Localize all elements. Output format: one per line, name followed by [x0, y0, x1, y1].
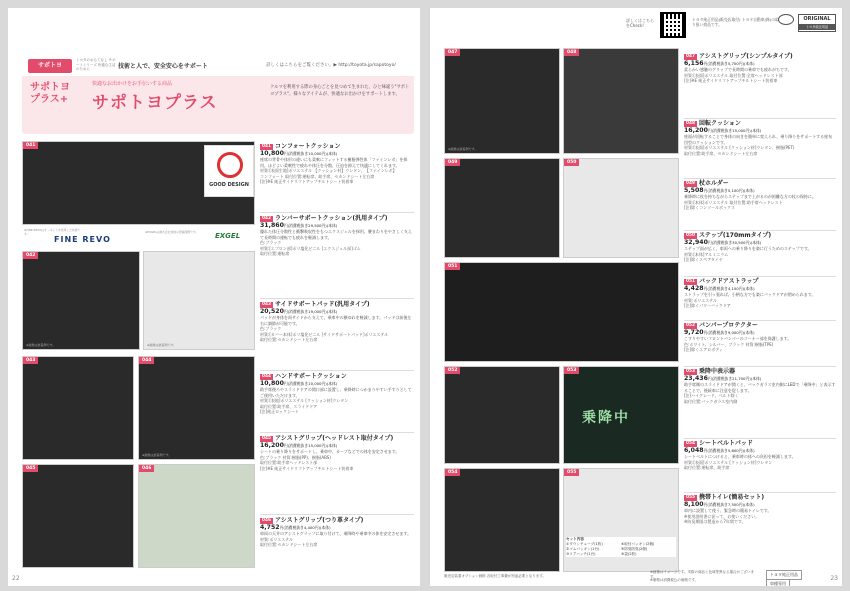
qr-caption: 詳しくはこちらをCheck!: [626, 18, 654, 28]
product-price: 9,720: [684, 329, 704, 336]
product-spec: [注]除くパワーバックドア: [684, 303, 731, 308]
product-spec: コンフォート 取付位置:運転席、助手席、セカンドシート左右席: [260, 173, 375, 179]
product-spec: [注]除くコンソールボックス: [684, 205, 736, 210]
product-description: 座面が回転することで身体の向きを簡単に変えられ、乗り降りをサポートする座布団型のクッションです。: [684, 134, 833, 145]
photo-tag: 044: [139, 357, 154, 364]
product-spec: 取付位置:運転席、助手席: [684, 465, 730, 470]
boarding-sign-text: 乗降中: [582, 410, 630, 426]
product-description: シートベルトにつけると、乗車時の体への負担を軽減します。: [684, 454, 796, 459]
footer-legend-box: トヨタ純正用品: [766, 570, 802, 580]
toyota-caption: トヨタ純正用品(販売店取付) トヨタ自動車(株)の取り扱い商品です。: [692, 17, 779, 27]
product-spec: 材質:[エプロン部]ポリ塩化ビニル [エクスジェル部]ゴム: [260, 245, 361, 251]
product-052: [684, 323, 836, 353]
finerevo-note: ※FINE REVOはサーキットを使用した技術です。: [24, 228, 81, 236]
sapotoyo-logo: サポトヨ: [28, 59, 72, 73]
brand-logo-text: サポトヨ プラス+: [30, 82, 70, 105]
product-description: 座席の背骨や体形の違いにも柔軟にフィットする樹脂弾性体「ファインレボ」を採用。ほどよい柔軟性で疲れや体圧を分散、圧迫を抑えて快適にしてくれます。: [260, 157, 408, 168]
set-list-item: ⑥袋(2枚): [621, 552, 637, 556]
product-price: 10,800: [260, 150, 284, 157]
photo-note: ※画像は装着例です。: [26, 343, 56, 347]
product-code: 050: [686, 233, 695, 238]
brand-description: クルマを利用する際の身心ごとを見つめて生まれた、ひと味違う"サポトヨプラス"。様々なアイテムが、快適なお出かけをサポートします。: [270, 85, 410, 97]
finerevo-logo: FINE REVO: [54, 235, 111, 244]
product-description: シートの乗り降りをサポートし、乗車中、カーブなどでの体を安定させます。: [260, 449, 400, 454]
product-description: 車両の天井のアシストグリップに取り付けて、乗降時や乗車中の体を安定させます。: [260, 531, 412, 536]
product-spec: 取付位置:セカンドシート左右席: [260, 542, 318, 547]
photo-tag: 043: [23, 357, 38, 364]
divider: [684, 438, 836, 439]
divider: [684, 492, 836, 493]
right-page: [430, 8, 842, 586]
product-photo: [138, 464, 255, 568]
product-spec: 材質:[本体]アルミニウム: [684, 251, 729, 257]
product-price: 16,200: [684, 127, 708, 134]
product-code: 054: [686, 441, 695, 446]
product-description: 乗降時に杖を持ちながらステップまで上がるのが困難な方の杖の保持に。: [684, 194, 816, 199]
product-050: [684, 233, 836, 263]
product-045: [260, 436, 414, 471]
price-note: 円(消費税抜き5,700円)(本体): [703, 61, 755, 66]
page-number: 22: [12, 575, 20, 582]
product-spec: [注]ハイグレード、ベルト除く: [684, 393, 739, 398]
price-note: 円(消費税抜き29,500円)(本体): [283, 223, 338, 228]
photo-note: ※画像は装着例です。: [448, 147, 478, 151]
product-price: 4,428: [684, 285, 704, 292]
photo-tag: 055: [564, 469, 579, 476]
product-spec: 色:ブラック: [260, 326, 282, 331]
product-name: バックドアストラップ: [698, 278, 759, 285]
product-code: 055: [686, 495, 695, 500]
product-spec: 材質:ポリエステル: [260, 536, 293, 542]
product-code: 049: [686, 181, 695, 186]
product-description: パッドが身体を両サイドから支えて、乗車中の横ゆれを軽減します。パッドは前後左右に調節が可能です。: [260, 315, 412, 326]
product-spec: 材質:[表面]ポリエステル [クッション材]ウレタン、樹脂(PET): [684, 145, 795, 150]
product-name: ハンドサポートクッション: [274, 373, 347, 380]
product-price: 32,940: [684, 239, 708, 246]
product-053: [684, 369, 836, 404]
product-name: シートベルトパッド: [698, 440, 753, 447]
product-price: 23,436: [684, 375, 708, 382]
product-spec: 材質:[本体]ポリエステル 取付位置:助手席ヘッドレスト: [684, 199, 783, 205]
set-list-item: ①ダウンチューブ(1枚): [566, 542, 603, 546]
photo-tag: 045: [23, 465, 38, 472]
product-code: 047: [686, 54, 695, 59]
product-code: 045: [262, 436, 271, 441]
product-spec: 色:ホワイト、シルバー、ブラック 材質:樹脂(TPE): [684, 341, 774, 347]
product-name: 乗降中表示器: [698, 368, 735, 375]
product-name: サイドサポートパッド(汎用タイプ): [274, 301, 370, 308]
divider: [260, 212, 414, 213]
photo-tag: 047: [445, 49, 460, 56]
product-name: アシストグリップ(ヘッドレスト取付タイプ): [274, 435, 394, 442]
product-description: 助手席後ろやスライドドアの開口部に設置し、乗降時につかまりやすい手すりとしてご使用いただけます。: [260, 387, 412, 398]
product-code: 051: [686, 279, 695, 284]
product-042: [260, 216, 414, 257]
exgel-logo: EXGEL: [215, 232, 241, 240]
product-name: コンフォートクッション: [274, 143, 341, 150]
product-spec: 取付位置:運転席: [260, 251, 290, 256]
set-list-item: ②ゴムパッキン(1台): [566, 547, 600, 551]
product-044: [260, 374, 414, 415]
divider: [260, 370, 414, 371]
product-price: 4,752: [260, 524, 280, 531]
product-spec: 取付位置:助手席、セカンドシート左右席: [684, 150, 758, 156]
product-description: 柔らかい感触のグリップで長時間の乗車でも疲れがちです。: [684, 67, 792, 72]
product-photo: [563, 158, 679, 258]
product-photo: [444, 366, 560, 464]
divider: [260, 432, 414, 433]
photo-tag: 041: [23, 142, 38, 149]
product-code: 043: [262, 302, 271, 307]
product-spec: [注]除くエアロボディ: [684, 347, 723, 352]
good-design-badge: [204, 145, 254, 197]
product-spec: 材質:ポリエステル: [684, 297, 717, 303]
photo-tag: 051: [445, 263, 460, 270]
product-spec: 取付位置:助手席ヘッドレスト部: [260, 460, 318, 465]
set-list-item: ④取付パッキン(2個): [621, 542, 655, 546]
product-photo: [22, 251, 140, 350]
set-list-item: ③リアハッチ(1台): [566, 552, 596, 556]
price-note: 円(消費税抜き4,400円)(本体): [279, 525, 331, 530]
product-055: [684, 495, 836, 525]
photo-note: ※画像は装着例です。: [142, 453, 172, 457]
price-note: 円(消費税抜き15,000円)(本体): [707, 128, 762, 133]
price-note: 円(消費税抜き10,000円)(本体): [283, 151, 338, 156]
photo-note: ※画像は装着例です。: [147, 343, 177, 347]
set-list-title: セット内容: [566, 537, 584, 541]
product-code: 044: [262, 374, 271, 379]
product-price: 20,520: [260, 308, 284, 315]
product-spec: [注]除くスペアタイヤ: [684, 257, 723, 262]
product-photo: [22, 464, 134, 568]
left-page: [8, 8, 420, 586]
product-051: [684, 279, 836, 309]
badge-sublabel: トヨタ純正用品: [799, 24, 835, 30]
product-code: 053: [686, 369, 695, 374]
product-description: こすりやすいフロントバンパーのコーナー部を保護します。: [684, 336, 792, 341]
product-054: [684, 441, 836, 471]
product-spec: [注]※E 純正サイドリフトアップチルトシート装着車: [260, 465, 354, 471]
product-photo: [22, 356, 134, 460]
product-photo: [563, 48, 679, 154]
product-043: [260, 302, 414, 343]
price-note: 円(消費税抜き21,700円)(本体): [707, 376, 762, 381]
product-code: 052: [686, 323, 695, 328]
banner-url-link[interactable]: 詳しくはこちらをご覧ください。▶ http://toyota.jp/sapotoyo/: [266, 63, 396, 68]
divider: [260, 514, 414, 515]
divider: [684, 178, 836, 179]
set-list-item: ⑤防臭防臭(2個): [621, 547, 648, 551]
price-note: 円(消費税抜き19,000円)(本体): [283, 309, 338, 314]
product-spec: 材質:[表面]ポリエステル [クッション材]ウレタン: [684, 459, 773, 465]
qr-code-icon[interactable]: [660, 12, 686, 38]
product-price: 5,508: [684, 187, 704, 194]
product-price: 6,048: [684, 447, 704, 454]
product-code: 048: [686, 121, 695, 126]
product-name: バンパープロテクター: [698, 322, 758, 329]
product-047: [684, 54, 836, 84]
product-code: 042: [262, 216, 271, 221]
right-header: [430, 8, 842, 42]
product-spec: 材質:[カバー本体]ポリ塩化ビニル [サイドサポートパッド]ポリエステル: [260, 331, 389, 337]
product-spec: 材質:[表地]ポリエステル [クッション材]ウレタン: [260, 398, 349, 403]
footer-legend-box: 車種専用: [766, 579, 790, 586]
product-name: ランバーサポートクッション(汎用タイプ): [274, 215, 388, 222]
product-048: [684, 121, 836, 156]
product-spec: 取付位置:バックガラス室内側: [684, 398, 738, 404]
price-note: 円(消費税抜き4,100円)(本体): [703, 286, 755, 291]
product-photo: [444, 48, 560, 154]
toyota-logo-icon: [778, 14, 794, 25]
brand-name: サポトヨプラス: [92, 93, 218, 113]
logo-subtext: トヨタのおもてなし サポートシリーズ 快適な生活のために: [76, 58, 116, 71]
product-photo: [563, 468, 679, 572]
price-note: 円(消費税抜き10,000円)(本体): [283, 381, 338, 386]
product-price: 31,860: [260, 222, 284, 229]
good-design-mark-icon: [217, 152, 243, 178]
divider: [684, 366, 836, 367]
product-spec: 材質:[表面生地]ポリエステル 【クッション材】ウレタン、【ファインレボ】: [260, 168, 397, 173]
product-photo: [138, 356, 255, 460]
product-photo: [444, 262, 679, 362]
price-note: 円(消費税抜き30,500円)(本体): [707, 240, 762, 245]
product-spec: [注]※E 純正サイドリフトアップチルトシート装着車: [684, 78, 778, 83]
product-photo: [563, 366, 679, 464]
page-number: 23: [830, 575, 838, 582]
product-spec: 取付位置:セカンドシート左右席: [260, 337, 318, 342]
photo-tag: 049: [445, 159, 460, 166]
original-badge: [798, 14, 836, 32]
product-price: 10,800: [260, 380, 284, 387]
product-price: 8,100: [684, 501, 704, 508]
divider: [684, 118, 836, 119]
product-price: 16,200: [260, 442, 284, 449]
divider: [684, 230, 836, 231]
photo-tag: 053: [564, 367, 579, 374]
price-note: 円(消費税抜き7,500円)(本体): [703, 502, 755, 507]
product-name: 携帯トイレ(簡易セット): [698, 494, 765, 501]
divider: [260, 298, 414, 299]
product-name: 杖ホルダー: [698, 180, 729, 187]
footer-note: ※画像はイメージです。実際の商品と色味等異なる場合がございます。: [650, 570, 755, 579]
price-note: 円(消費税抜き15,000円)(本体): [283, 443, 338, 448]
price-note: 円(消費税抜き5,600円)(本体): [703, 448, 755, 453]
product-description: 助手席側のスライドドアが開くと、バックガラス室内側にLEDで「乗降中」と表示することで、後続車に注意を促します。: [684, 382, 836, 393]
product-spec: 材質:[表面]ポリエステル 取付位置:全席ヘッドレスト部: [684, 72, 783, 78]
finerevo-logo-box: [22, 228, 140, 248]
product-046: [260, 518, 414, 548]
product-name: アシストグリップ(シンプルタイプ): [698, 53, 793, 60]
product-description: ステップ面が広く、車両への乗り降りを楽に行うためのステップです。: [684, 246, 812, 251]
photo-tag: 052: [445, 367, 460, 374]
banner-top-strip: [22, 54, 414, 76]
product-041: [260, 144, 414, 185]
exgel-logo-box: [143, 228, 255, 248]
product-code: 041: [262, 144, 271, 149]
photo-tag: 042: [23, 252, 38, 259]
sapotoyo-banner: [22, 54, 414, 134]
divider: [684, 276, 836, 277]
badge-label: ORIGINAL: [803, 16, 831, 22]
banner-tagline: 技術と人で、安全安心をサポート: [118, 63, 208, 70]
product-description: ストラップを引っ張れば、小柄な方でも楽にバックドアが閉められます。: [684, 292, 816, 297]
product-photo: [444, 468, 560, 572]
price-note: 円(消費税抜き9,000円)(本体): [703, 330, 755, 335]
product-049: [684, 181, 836, 211]
product-spec: [注]※E 純正サイドリフトアップチルトシート装着車: [260, 179, 354, 184]
set-contents-list: [566, 537, 676, 557]
product-code: 046: [262, 518, 271, 523]
product-spec: 色:ブラック 材質:樹脂(PP)、樹脂(ABS): [260, 454, 331, 460]
product-name: ステップ(170mmタイプ): [698, 232, 772, 239]
photo-tag: 046: [139, 465, 154, 472]
product-spec: [注]純正ロックシート: [260, 409, 300, 414]
divider: [684, 320, 836, 321]
product-name: アシストグリップ(つり革タイプ): [274, 517, 364, 524]
photo-tag: 048: [564, 49, 579, 56]
product-spec: ※使用説明書に従って、お使いください。: [684, 513, 760, 519]
price-note: 円(消費税抜き5,100円)(本体): [703, 188, 755, 193]
footer-note: ※価格は消費税込の価格です。: [650, 578, 699, 582]
product-description: 車内に設置して使う、緊急時の簡易トイレです。: [684, 508, 772, 513]
brand-tagline: 快適なお出かけをお手伝いする商品: [92, 81, 173, 87]
product-spec: ※防臭期限は製造から7年間です。: [684, 519, 746, 524]
product-price: 6,156: [684, 60, 704, 67]
product-spec: 取付位置:助手席、スライドドア: [260, 403, 318, 409]
good-design-label: GOOD DESIGN: [209, 182, 249, 188]
product-description: 優れた体圧分散性と衝撃吸収性をもつエクスジェルを採用。腰まわりをやさしく支えて長時間の運転でも疲れを軽減します。: [260, 229, 412, 240]
product-name: 回転クッション: [698, 120, 741, 127]
footer-note: 販売店装着オプション価格 各取付工事費が別途必要となります。: [444, 574, 547, 578]
exgel-note: ※EXGELは株式会社加地の登録商標です。: [145, 230, 199, 234]
product-photo: [444, 158, 560, 258]
photo-tag: 054: [445, 469, 460, 476]
photo-tag: 050: [564, 159, 579, 166]
product-photo: [143, 251, 255, 350]
product-spec: 色:ブラック: [260, 240, 282, 245]
